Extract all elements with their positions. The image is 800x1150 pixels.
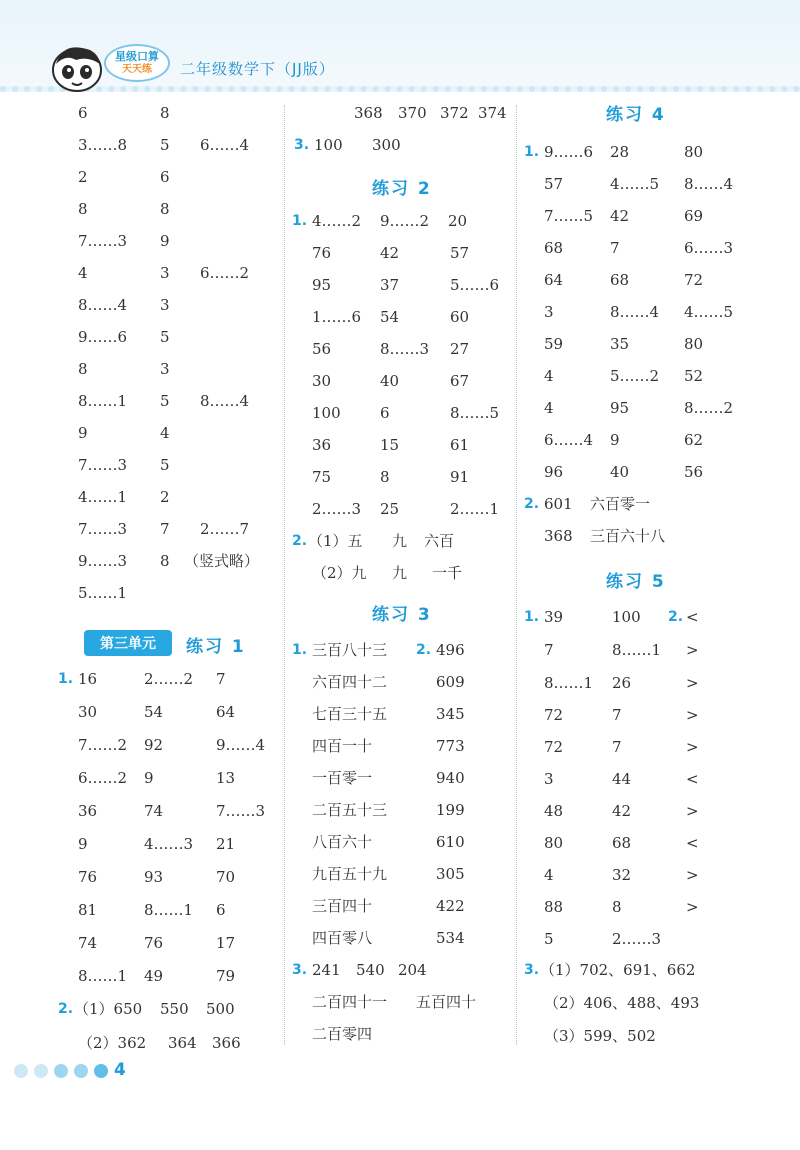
book-title: 二年级数学下（JJ版） — [180, 60, 335, 78]
unit-badge: 第三单元 — [84, 630, 172, 656]
page-header — [0, 0, 800, 92]
exercise-title: 练习 1 — [186, 637, 246, 657]
column-divider — [516, 105, 517, 1045]
exercise-title: 练习 5 — [606, 572, 666, 592]
footer-decoration — [14, 1064, 108, 1078]
mascot-icon — [48, 42, 106, 94]
column-divider — [284, 105, 285, 1045]
exercise-title: 练习 4 — [606, 105, 666, 125]
brand-logo — [104, 44, 170, 82]
exercise-title: 练习 2 — [372, 179, 432, 199]
logo-line2: 天天练 — [122, 64, 152, 75]
exercise-title: 练习 3 — [372, 605, 432, 625]
logo-line1: 星级口算 — [115, 50, 159, 63]
page-number: 4 — [114, 1060, 126, 1080]
